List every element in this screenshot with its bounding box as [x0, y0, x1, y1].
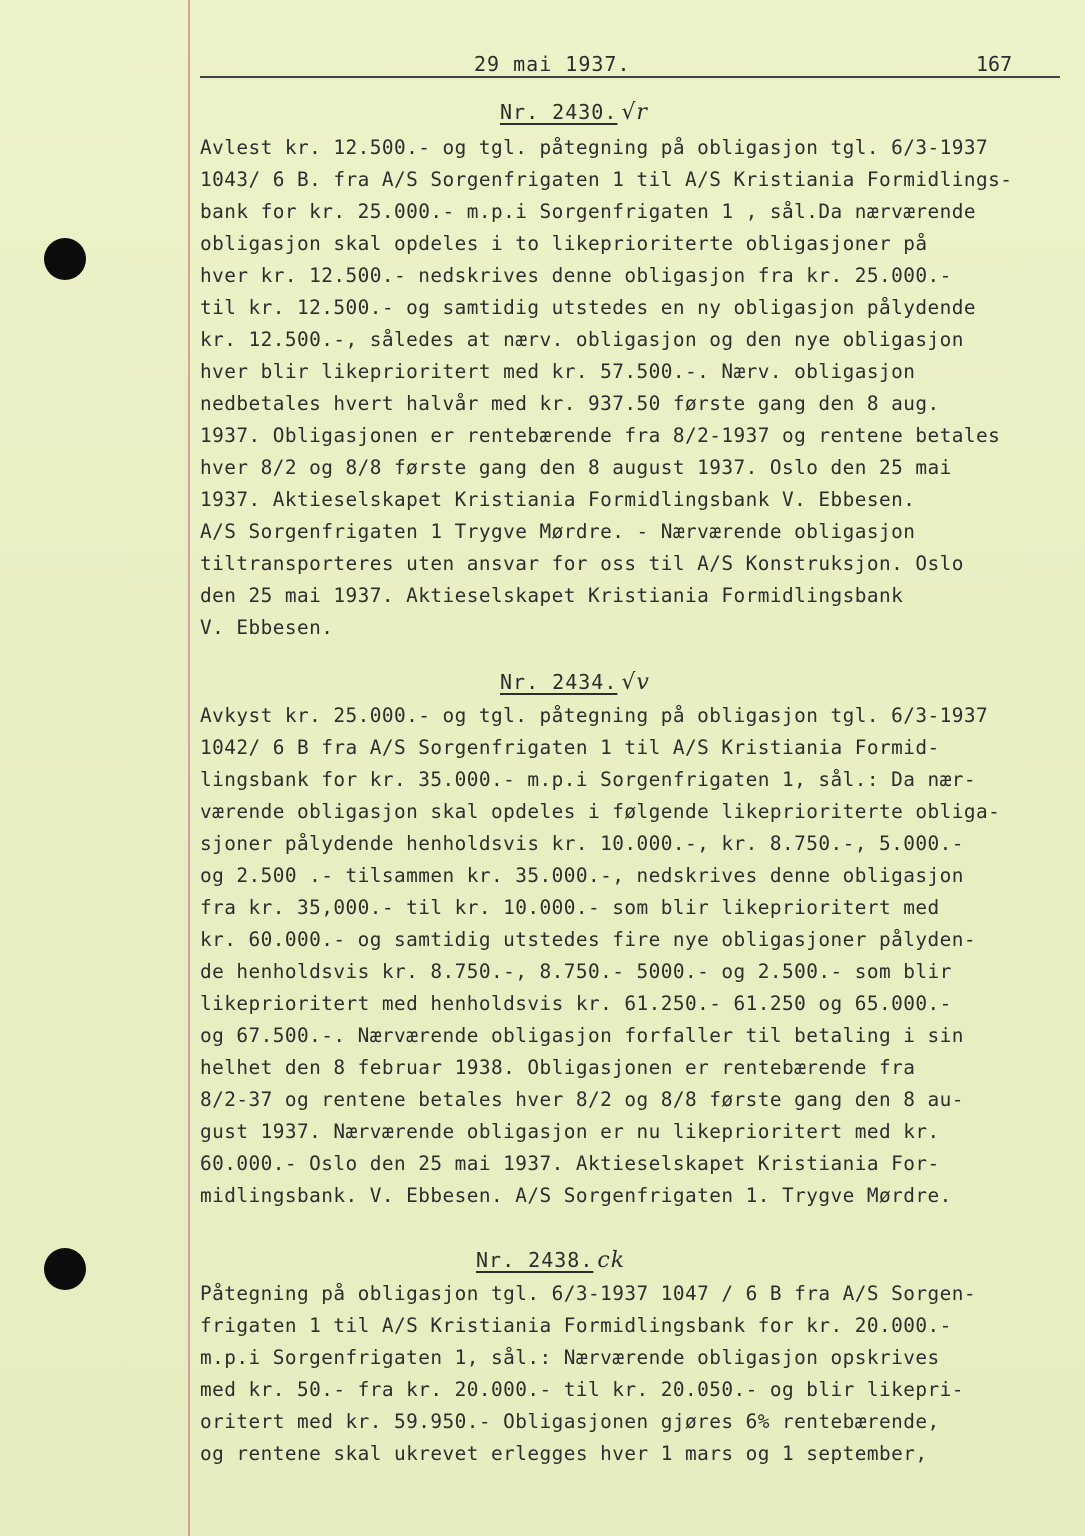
text-line: hver 8/2 og 8/8 første gang den 8 august 1937. Oslo den 25 mai — [200, 456, 952, 479]
text-line: bank for kr. 25.000.- m.p.i Sorgenfrigaten 1 , sål.Da nærværende — [200, 200, 976, 223]
text-line: hver blir likeprioritert med kr. 57.500.-. Nærv. obligasjon — [200, 360, 916, 383]
text-line: og 2.500 .- tilsammen kr. 35.000.-, nedskrives denne obligasjon — [200, 864, 964, 887]
text-line: midlingsbank. V. Ebbesen. A/S Sorgenfrigaten 1. Trygve Mørdre. — [200, 1184, 952, 1207]
text-line: V. Ebbesen. — [200, 616, 334, 639]
text-line: 1937. Aktieselskapet Kristiania Formidlingsbank V. Ebbesen. — [200, 488, 916, 511]
text-line: frigaten 1 til A/S Kristiania Formidlingsbank for kr. 20.000.- — [200, 1314, 952, 1337]
text-line: nedbetales hvert halvår med kr. 937.50 første gang den 8 aug. — [200, 392, 940, 415]
entry-check-mark: √r — [621, 100, 648, 125]
text-line: 1043/ 6 B. fra A/S Sorgenfrigaten 1 til A/S Kristiania Formidlings- — [200, 168, 1013, 191]
entry-check-mark: √v — [621, 670, 650, 695]
text-line: Avlest kr. 12.500.- og tgl. påtegning på obligasjon tgl. 6/3-1937 — [200, 136, 989, 159]
text-line: tiltransporteres uten ansvar for oss til A/S Konstruksjon. Oslo — [200, 552, 964, 575]
text-line: gust 1937. Nærværende obligasjon er nu likeprioritert med kr. — [200, 1120, 940, 1143]
text-line: den 25 mai 1937. Aktieselskapet Kristiania Formidlingsbank — [200, 584, 904, 607]
entry-heading — [476, 1248, 625, 1273]
text-line: 1937. Obligasjonen er rentebærende fra 8/2-1937 og rentene betales — [200, 424, 1001, 447]
text-line: Avkyst kr. 25.000.- og tgl. påtegning på obligasjon tgl. 6/3-1937 — [200, 704, 989, 727]
text-line: m.p.i Sorgenfrigaten 1, sål.: Nærværende obligasjon opskrives — [200, 1346, 940, 1369]
text-line: de henholdsvis kr. 8.750.-, 8.750.- 5000.- og 2.500.- som blir — [200, 960, 952, 983]
text-line: lingsbank for kr. 35.000.- m.p.i Sorgenfrigaten 1, sål.: Da nær- — [200, 768, 976, 791]
page-date: 29 mai 1937. — [474, 52, 631, 76]
entry-heading — [500, 670, 650, 695]
text-line: 8/2-37 og rentene betales hver 8/2 og 8/8 første gang den 8 au- — [200, 1088, 964, 1111]
text-line: 60.000.- Oslo den 25 mai 1937. Aktieselskapet Kristiania For- — [200, 1152, 940, 1175]
page-number: 167 — [976, 52, 1013, 76]
text-line: kr. 60.000.- og samtidig utstedes fire nye obligasjoner pålyden- — [200, 928, 976, 951]
text-line: kr. 12.500.-, således at nærv. obligasjon og den nye obligasjon — [200, 328, 964, 351]
binder-hole-top — [44, 238, 86, 280]
entry-number: Nr. 2430. — [500, 100, 618, 124]
text-line: til kr. 12.500.- og samtidig utstedes en ny obligasjon pålydende — [200, 296, 976, 319]
text-line: med kr. 50.- fra kr. 20.000.- til kr. 20.050.- og blir likepri- — [200, 1378, 964, 1401]
binder-hole-bottom — [44, 1248, 86, 1290]
text-line: fra kr. 35,000.- til kr. 10.000.- som blir likeprioritert med — [200, 896, 940, 919]
page-header — [200, 44, 1060, 78]
text-line: 1042/ 6 B fra A/S Sorgenfrigaten 1 til A/S Kristiania Formid- — [200, 736, 940, 759]
text-line: A/S Sorgenfrigaten 1 Trygve Mørdre. - Nærværende obligasjon — [200, 520, 916, 543]
entry-number: Nr. 2434. — [500, 670, 618, 694]
text-line: sjoner pålydende henholdsvis kr. 10.000.-, kr. 8.750.-, 5.000.- — [200, 832, 964, 855]
text-line: helhet den 8 februar 1938. Obligasjonen er rentebærende fra — [200, 1056, 916, 1079]
text-line: obligasjon skal opdeles i to likeprioriterte obligasjoner på — [200, 232, 928, 255]
entry-check-mark: ck — [597, 1248, 626, 1273]
text-line: hver kr. 12.500.- nedskrives denne obligasjon fra kr. 25.000.- — [200, 264, 952, 287]
text-line: værende obligasjon skal opdeles i følgende likeprioriterte obliga- — [200, 800, 1001, 823]
entry-number: Nr. 2438. — [476, 1248, 594, 1272]
margin-rule — [188, 0, 190, 1536]
text-line: oritert med kr. 59.950.- Obligasjonen gjøres 6% rentebærende, — [200, 1410, 940, 1433]
text-line: likeprioritert med henholdsvis kr. 61.250.- 61.250 og 65.000.- — [200, 992, 952, 1015]
text-line: og rentene skal ukrevet erlegges hver 1 mars og 1 september, — [200, 1442, 928, 1465]
text-line: Påtegning på obligasjon tgl. 6/3-1937 1047 / 6 B fra A/S Sorgen- — [200, 1282, 976, 1305]
entry-heading — [500, 100, 648, 125]
text-line: og 67.500.-. Nærværende obligasjon forfaller til betaling i sin — [200, 1024, 964, 1047]
